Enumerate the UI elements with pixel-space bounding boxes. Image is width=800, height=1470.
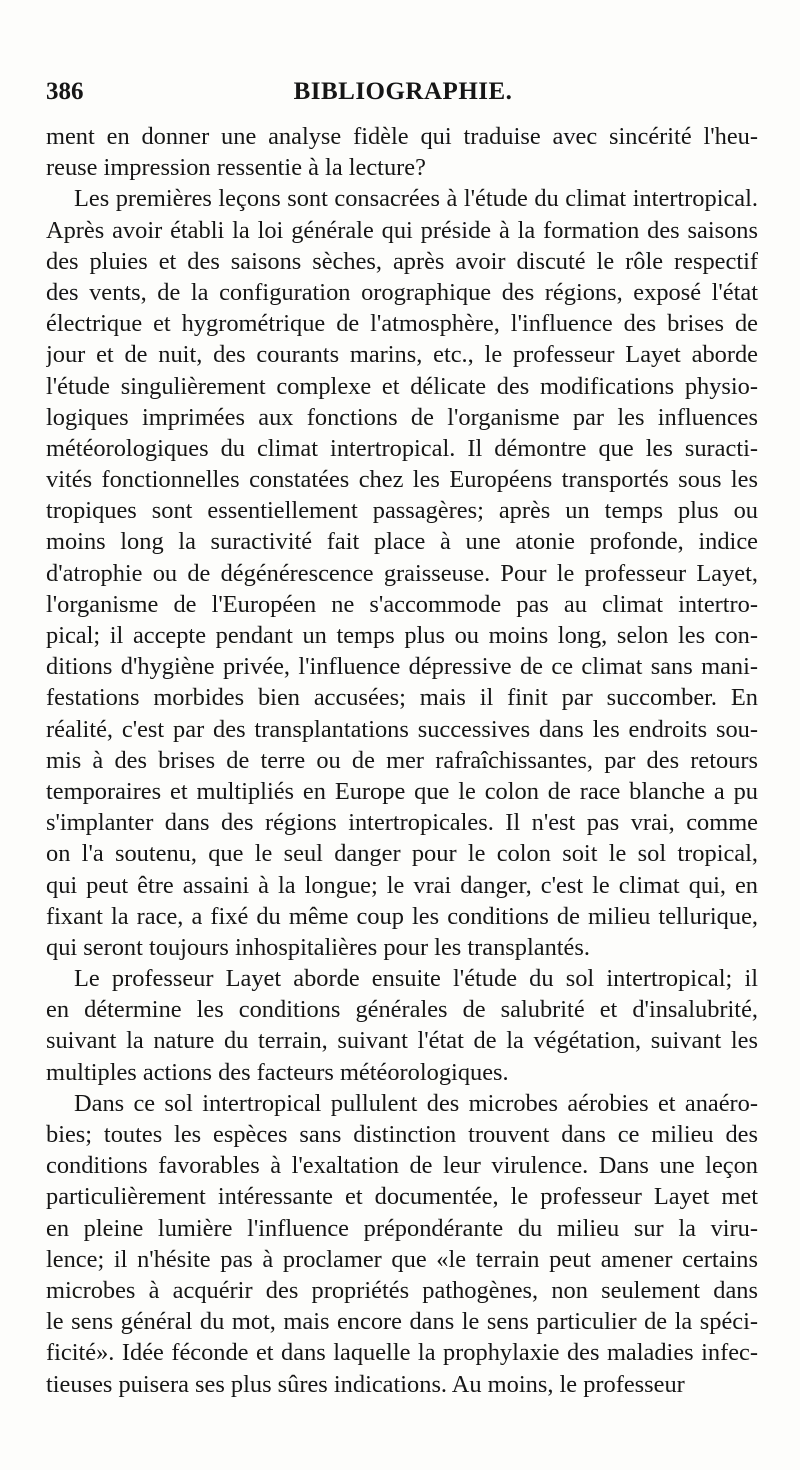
text-line: conditions favorables à l'exaltation de leur virulence. Dans une leçon [46, 1152, 758, 1180]
text-line: l'étude singulièrement complexe et délicate des modifications physio- [46, 372, 758, 400]
text-line: Après avoir établi la loi générale qui préside à la formation des saisons [46, 216, 758, 244]
page-number: 386 [46, 78, 84, 105]
text-line: particulièrement intéressante et documentée, le professeur Layet met [46, 1183, 758, 1211]
text-line: Dans ce sol intertropical pullulent des microbes aérobies et anaéro- [74, 1089, 758, 1117]
page-header [46, 78, 760, 112]
text-line: microbes à acquérir des propriétés pathogènes, non seulement dans [46, 1276, 758, 1304]
text-line: temporaires et multipliés en Europe que le colon de race blanche a pu [46, 777, 758, 805]
text-line: moins long la suractivité fait place à une atonie profonde, indice [46, 528, 758, 556]
text-line: reuse impression ressentie à la lecture? [46, 154, 426, 182]
text-line: mis à des brises de terre ou de mer rafraîchissantes, par des retours [46, 746, 758, 774]
text-line: en détermine les conditions générales de salubrité et d'insalubrité, [46, 996, 758, 1024]
text-line: d'atrophie ou de dégénérescence graisseuse. Pour le professeur Layet, [46, 559, 758, 587]
text-line: logiques imprimées aux fonctions de l'organisme par les influences [46, 403, 758, 431]
text-line: multiples actions des facteurs météorologiques. [46, 1058, 509, 1086]
text-line: vités fonctionnelles constatées chez les Européens transportés sous les [46, 466, 758, 494]
text-line: tieuses puisera ses plus sûres indications. Au moins, le professeur [46, 1370, 685, 1398]
text-line: Le professeur Layet aborde ensuite l'étude du sol intertropical; il [74, 965, 758, 993]
text-line: électrique et hygrométrique de l'atmosphère, l'influence des brises de [46, 310, 758, 338]
text-line: qui peut être assaini à la longue; le vrai danger, c'est le climat qui, en [46, 871, 758, 899]
text-line: bies; toutes les espèces sans distinction trouvent dans ce milieu des [46, 1121, 758, 1148]
text-line: ditions d'hygiène privée, l'influence dépressive de ce climat sans mani- [46, 653, 758, 681]
text-line: fixant la race, a fixé du même coup les conditions de milieu tellurique, [46, 902, 758, 930]
text-line: on l'a soutenu, que le seul danger pour le colon soit le sol tropical, [46, 840, 758, 868]
paragraph [46, 1088, 758, 1400]
text-line: lence; il n'hésite pas à proclamer que «le terrain peut amener certains [46, 1245, 758, 1273]
text-line: festations morbides bien accusées; mais il finit par succomber. En [46, 684, 758, 712]
text-line: réalité, c'est par des transplantations successives dans les endroits sou- [46, 715, 758, 743]
text-line: tropiques sont essentiellement passagères; après un temps plus ou [46, 497, 758, 525]
text-line: pical; il accepte pendant un temps plus ou moins long, selon les con- [46, 622, 758, 649]
paragraph [46, 183, 758, 963]
text-line: des vents, de la configuration orographique des régions, exposé l'état [46, 278, 758, 306]
text-line: ment en donner une analyse fidèle qui traduise avec sincérité l'heu- [46, 123, 758, 150]
text-line: ficité». Idée féconde et dans laquelle la prophylaxie des maladies infec- [46, 1339, 758, 1367]
text-line: jour et de nuit, des courants marins, etc., le professeur Layet aborde [46, 341, 758, 369]
text-line: en pleine lumière l'influence prépondérante du milieu sur la viru- [46, 1214, 758, 1242]
text-line: météorologiques du climat intertropical. Il démontre que les suracti- [46, 434, 758, 462]
text-line: l'organisme de l'Européen ne s'accommode pas au climat intertro- [46, 590, 758, 618]
body-text [46, 121, 758, 1400]
paragraph [46, 121, 758, 183]
text-line: des pluies et des saisons sèches, après avoir discuté le rôle respectif [46, 247, 758, 275]
paragraph [46, 963, 758, 1088]
text-line: s'implanter dans des régions intertropicales. Il n'est pas vrai, comme [46, 809, 758, 837]
text-line: qui seront toujours inhospitalières pour les transplantés. [46, 933, 590, 961]
text-line: suivant la nature du terrain, suivant l'état de la végétation, suivant les [46, 1027, 758, 1055]
text-line: Les premières leçons sont consacrées à l'étude du climat intertropical. [74, 185, 758, 213]
text-line: le sens général du mot, mais encore dans le sens particulier de la spéci- [46, 1308, 758, 1336]
running-head: BIBLIOGRAPHIE. [293, 78, 513, 105]
